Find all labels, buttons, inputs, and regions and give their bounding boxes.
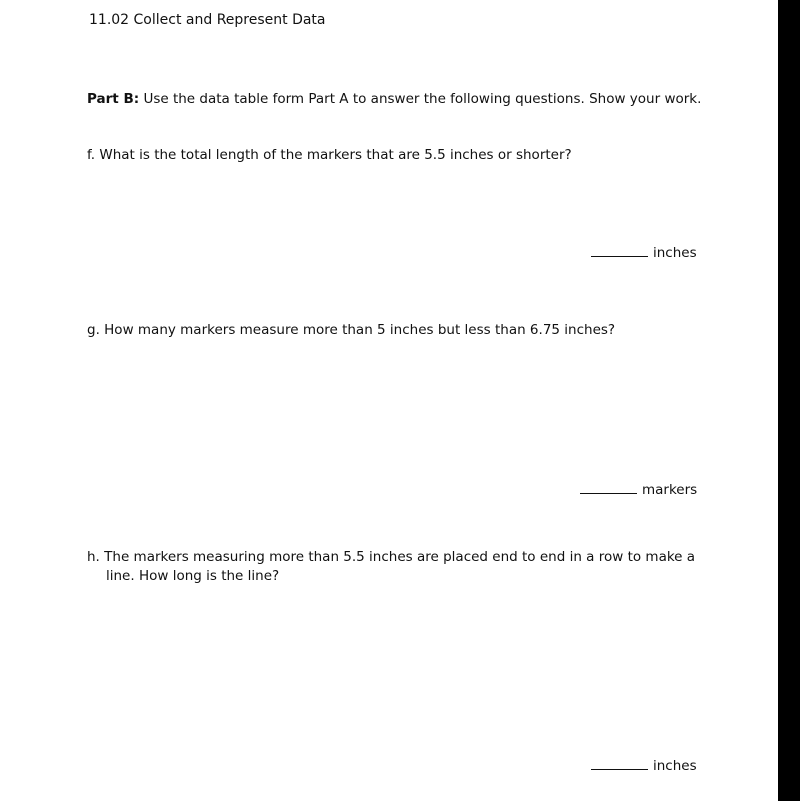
part-b-text: Use the data table form Part A to answer the following questions. Show your work. bbox=[139, 91, 702, 107]
part-b-instruction bbox=[87, 90, 701, 108]
worksheet-header: 11.02 Collect and Represent Data bbox=[89, 12, 326, 28]
answer-h bbox=[591, 755, 697, 775]
question-g: g. How many markers measure more than 5 inches but less than 6.75 inches? bbox=[87, 322, 616, 338]
part-b-label: Part B: bbox=[87, 91, 140, 107]
answer-f bbox=[591, 242, 697, 262]
answer-blank-g[interactable] bbox=[580, 479, 637, 494]
answer-unit-g: markers bbox=[642, 482, 698, 498]
question-h-line-1: h. The markers measuring more than 5.5 inches are placed end to end in a row to make a bbox=[87, 549, 696, 565]
answer-blank-f[interactable] bbox=[591, 242, 648, 257]
answer-unit-f: inches bbox=[653, 245, 697, 261]
answer-unit-h: inches bbox=[653, 758, 697, 774]
right-edge-bar bbox=[778, 0, 800, 801]
question-h bbox=[87, 548, 696, 586]
question-h-line-2: line. How long is the line? bbox=[106, 568, 280, 584]
question-f: f. What is the total length of the markers that are 5.5 inches or shorter? bbox=[87, 147, 572, 163]
answer-g bbox=[580, 479, 697, 499]
answer-blank-h[interactable] bbox=[591, 755, 648, 770]
